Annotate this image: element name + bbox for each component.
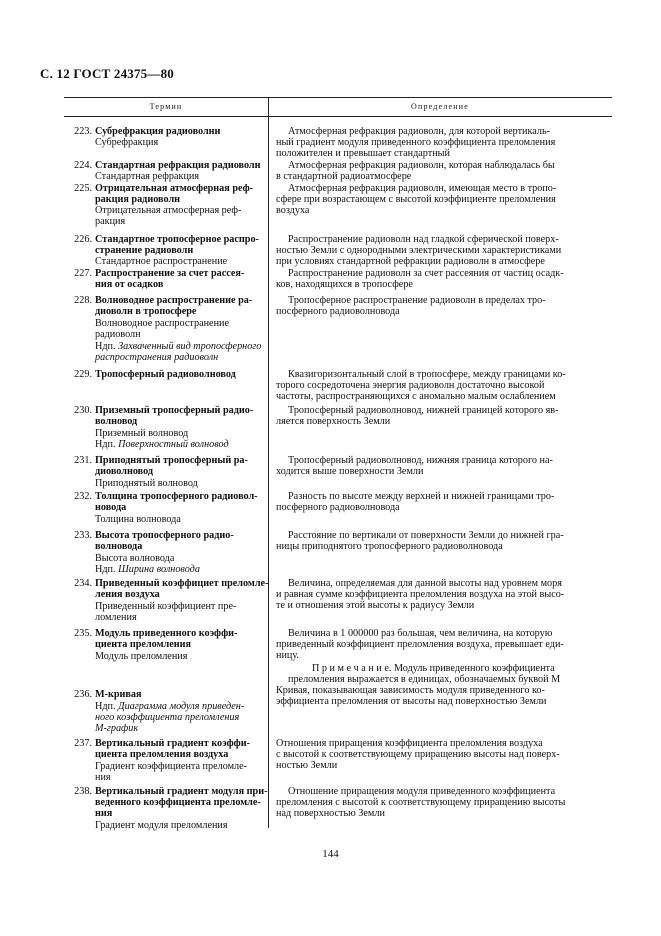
definition-line: Атмосферная рефракция радиоволн, которая наблюдалась бы [288, 160, 555, 171]
definition-line: Кривая, показывающая зависимость модуля приведенного ко- [276, 685, 545, 696]
definition-line: ляется поверхность Земли [276, 416, 391, 427]
definition-line: ный градиент модуля приведенного коэффициента преломления [276, 137, 556, 148]
term-title: Распространение за счет рассея- [95, 268, 245, 279]
definition-line: Тропосферный радиоволновод, нижняя граница которого на- [288, 455, 553, 466]
table-top-rule [64, 97, 612, 98]
definition-line: посферного радиоволновода [276, 306, 400, 317]
term-title: диоволновод [95, 466, 154, 477]
term-title: Приподнятый тропосферный ра- [95, 455, 248, 466]
ndp-label: Ндп. [95, 439, 116, 450]
entry-number: 223. [74, 126, 92, 137]
term-synonym: Приподнятый волновод [95, 478, 198, 489]
term-title: Стандартное тропосферное распро- [95, 234, 259, 245]
term-title: веденного коэффициента преломле- [95, 797, 261, 808]
term-title: Приведенный коэффициет преломле- [95, 578, 269, 589]
definition-line: сфере при возрастающем с высотой коэффициенте преломления [276, 194, 556, 205]
entry-number: 235. [74, 628, 92, 639]
ndp-term: М-график [95, 723, 139, 734]
term-title: Волноводное распространение ра- [95, 295, 253, 306]
term-synonym: Волноводное распространение [95, 318, 229, 329]
definition-line: ницу. [276, 650, 299, 661]
ndp-line [95, 439, 229, 450]
ndp-term: Ширина волновода [118, 564, 200, 575]
term-title: Толщина тропосферного радиовол- [95, 491, 258, 502]
term-title: ления воздуха [95, 589, 160, 600]
page-number: 144 [322, 848, 339, 860]
term-synonym: Приведенный коэффициент пре- [95, 601, 237, 612]
definition-line: Расстояние по вертикали от поверхности Земли до нижней гра- [288, 530, 564, 541]
term-synonym: Отрицательная атмосферная реф- [95, 205, 242, 216]
ndp-term: Поверхностный волновод [118, 439, 229, 450]
column-separator [268, 98, 269, 828]
column-header-definition: Определение [411, 102, 469, 111]
term-synonym: Градиент коэффициента преломле- [95, 761, 248, 772]
definition-line: Атмосферная рефракция радиоволн, имеющая место в тропо- [288, 183, 557, 194]
definition-line: при условиях стандартной рефракции радиоволн в атмосфере [276, 256, 545, 267]
definition-line: Распространение радиоволн за счет рассеяния от частиц осадк- [288, 268, 564, 279]
term-synonym: ракция [95, 216, 126, 227]
definition-line: воздуха [276, 205, 310, 216]
definition-line: Тропосферный радиоволновод, нижней границей которого яв- [288, 405, 559, 416]
term-title: волновода [95, 541, 143, 552]
term-title: диоволн в тропосфере [95, 306, 197, 317]
entry-number: 233. [74, 530, 92, 541]
definition-line: и равная сумме коэффициента преломления воздуха на этой высо- [276, 589, 565, 600]
definition-line: Величина, определяемая для данной высоты над уровнем моря [288, 578, 562, 589]
term-synonym: Градиент модуля преломления [95, 820, 228, 831]
page-header: С. 12 ГОСТ 24375—80 [40, 66, 174, 81]
definition-line: Разность по высоте между верхней и нижней границами тро- [288, 491, 555, 502]
ndp-term: ного коэффициента преломления [95, 712, 240, 723]
entry-number: 230. [74, 405, 92, 416]
term-synonym: Приземный волновод [95, 428, 189, 439]
note-label: П р и м е ч а н и е. [312, 663, 392, 674]
term-title: циента преломления воздуха [95, 749, 229, 760]
definition-line: Отношения приращения коэффициента преломления воздуха [276, 738, 543, 749]
term-synonym: Стандартная рефракция [95, 171, 200, 182]
definition-line: Распространение радиоволн над гладкой сферической поверх- [288, 234, 559, 245]
ndp-term: распространения радиоволн [95, 352, 219, 363]
term-title: Модуль приведенного коэффи- [95, 628, 238, 639]
definition-line: с высотой к соответствующему приращению высоты над поверх- [276, 749, 560, 760]
table-header-rule [64, 116, 612, 117]
definition-line: Величина в 1 000000 раз большая, чем величина, на которую [288, 628, 553, 639]
term-title: волновод [95, 416, 138, 427]
entry-number: 234. [74, 578, 92, 589]
term-title: ракция радиоволн [95, 194, 181, 205]
definition-line: ходится выше поверхности Земли [276, 466, 424, 477]
definition-line: ницы приподнятого тропосферного радиоволновода [276, 541, 503, 552]
definition-line: ностью Земли [276, 760, 338, 771]
term-synonym: ломления [95, 612, 137, 623]
note-line [312, 663, 555, 674]
entry-number: 227. [74, 268, 92, 279]
entry-number: 231. [74, 455, 92, 466]
term-title: Субрефракция радиоволни [95, 126, 221, 137]
term-title: Стандартная рефракция радиоволн [95, 160, 261, 171]
definition-line: Атмосферная рефракция радиоволн, для которой вертикаль- [288, 126, 551, 137]
term-synonym: Субрефракция [95, 137, 159, 148]
term-title: Высота тропосферного радио- [95, 530, 234, 541]
ndp-label: Ндп. [95, 564, 116, 575]
entry-number: 224. [74, 160, 92, 171]
term-title: Вертикальный градиент модуля при- [95, 786, 268, 797]
definition-line: ностью Земли с однородными электрическими характеристиками [276, 245, 562, 256]
term-title: странение радиоволн [95, 245, 194, 256]
entry-number: 237. [74, 738, 92, 749]
definition-line: в стандартной радиоатмосфере [276, 171, 412, 182]
term-title: Приземный тропосферный радио- [95, 405, 254, 416]
term-title: ния [95, 808, 113, 819]
entry-number: 238. [74, 786, 92, 797]
definition-line: Отношение приращения модуля приведенного коэффициента [288, 786, 556, 797]
definition-line: ков, находящихся в тропосфере [276, 279, 413, 290]
column-header-term: Термин [149, 102, 183, 111]
definition-line: эффициента преломления от высоты над поверхностью Земли [276, 696, 547, 707]
definition-line: посферного радиоволновода [276, 502, 400, 513]
definition-line: Квазигоризонтальный слой в тропосфере, между границами ко- [288, 369, 566, 380]
entry-number: 236. [74, 689, 92, 700]
term-title: новода [95, 502, 127, 513]
entry-number: 229. [74, 369, 92, 380]
definition-line: над поверхностью Земли [276, 808, 385, 819]
definition-line: те и отношения этой высоты к радиусу Земли [276, 600, 475, 611]
entry-number: 232. [74, 491, 92, 502]
term-title: Отрицательная атмосферная реф- [95, 183, 254, 194]
term-synonym: радиоволн [95, 329, 141, 340]
definition-line: частоты, распространяющихся с аномально малым ослаблением [276, 391, 556, 402]
entry-number: 226. [74, 234, 92, 245]
ndp-line [95, 701, 244, 712]
definition-line: приведенный коэффициент преломления воздуха, превышает еди- [276, 639, 564, 650]
term-synonym: ния [95, 772, 111, 783]
term-synonym: Модуль преломления [95, 651, 188, 662]
definition-line: торого сосредоточена энергия радиоволн достаточно высокой [276, 380, 545, 391]
ndp-line [95, 564, 200, 575]
ndp-label: Ндп. [95, 701, 116, 712]
term-title: ния от осадков [95, 279, 164, 290]
entry-number: 225. [74, 183, 92, 194]
term-title: М-кривая [95, 689, 142, 700]
ndp-term: Диаграмма модуля приведен- [118, 701, 245, 712]
ndp-term: Захваченный вид тропосферного [118, 341, 262, 352]
definition-line: преломления с высотой к соответствующему приращению высоты [276, 797, 566, 808]
term-title: Вертикальный градиент коэффи- [95, 738, 250, 749]
term-synonym: Стандартное распространение [95, 256, 228, 267]
definition-line: Тропосферное распространение радиоволн в пределах тро- [288, 295, 546, 306]
term-synonym: Толщина волновода [95, 514, 181, 525]
note-text: преломления выражается в единицах, обозначаемых буквой М [288, 674, 561, 685]
term-title: Тропосферный радиоволновод [95, 369, 236, 380]
term-title: циента преломления [95, 639, 192, 650]
entry-number: 228. [74, 295, 92, 306]
ndp-line [95, 341, 261, 352]
definition-line: положителен и превышает стандартный [276, 148, 450, 159]
note-text: Модуль приведенного коэффициента [393, 663, 555, 674]
term-synonym: Высота волновода [95, 553, 175, 564]
ndp-label: Ндп. [95, 341, 116, 352]
